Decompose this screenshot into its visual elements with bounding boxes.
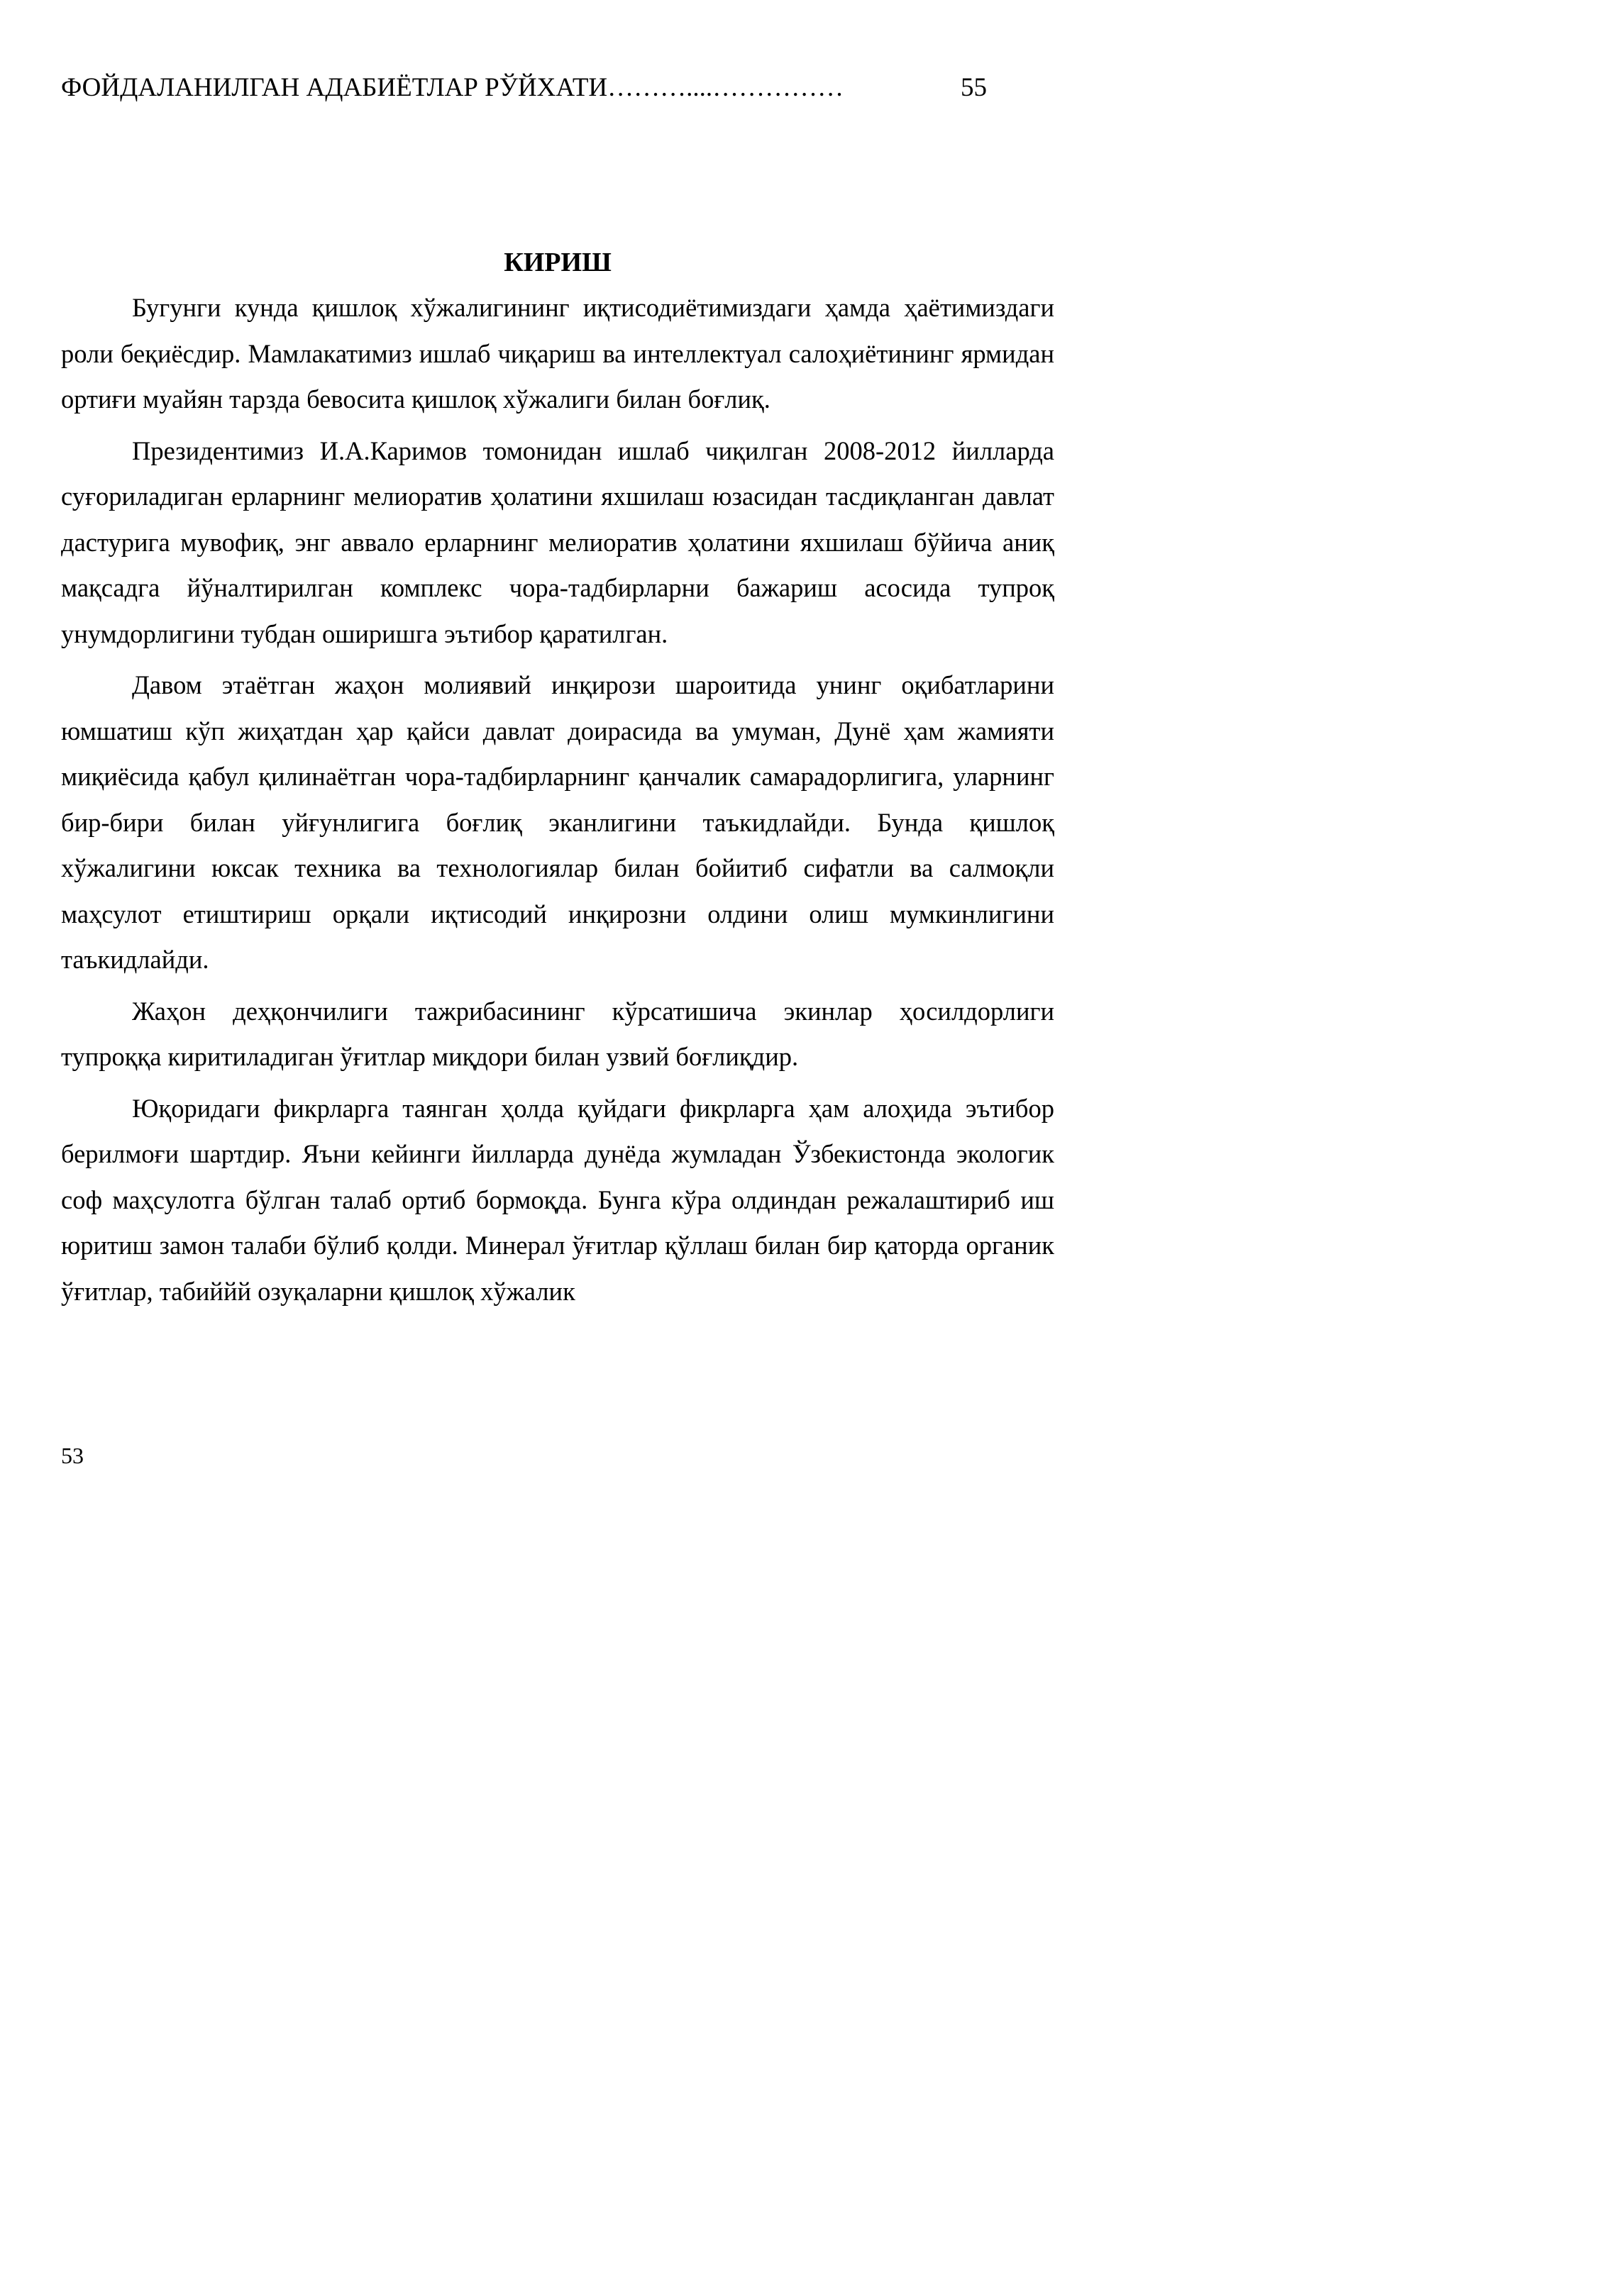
paragraph: Давом этаётган жаҳон молиявий инқирози шароитида унинг оқибатларини юмшатиш кўп жиҳатдан ҳар қайси давлат доирасида ва умуман, Дунё ҳам жамияти миқиёсида қабул қилинаётган чора-тадбирларнинг қанчалик самарадорлигига, уларнинг бир-бири билан уйғунлигига боғлиқ эканлигини таъкидлайди. Бунда қишлоқ хўжалигини юксак техника ва технологиялар билан бойитиб сифатли ва салмоқли маҳсулот етиштириш орқали иқтисодий инқирозни олдини олиш мумкинлигини таъкидлайди. bbox=[61, 670, 1054, 974]
toc-entry bbox=[61, 70, 998, 106]
toc-entry-title: ФОЙДАЛАНИЛГАН АДАБИЁТЛАР РЎЙХАТИ………....…………… bbox=[61, 73, 844, 102]
page-number: 53 bbox=[61, 1443, 84, 1468]
toc-entry-page: 55 bbox=[961, 73, 987, 102]
paragraph: Бугунги кунда қишлоқ хўжалигининг иқтисодиётимиздаги ҳамда ҳаётимиздаги роли беқиёсдир. Мамлакатимиз ишлаб чиқариш ва интеллектуал салоҳиётининг ярмидан ортиғи муайян тарзда бевосита қишлоқ хўжалиги билан боғлиқ. bbox=[61, 293, 1054, 414]
section-heading: КИРИШ bbox=[504, 248, 612, 277]
paragraph: Жаҳон деҳқончилиги тажрибасининг кўрсатишича экинлар ҳосилдорлиги тупроққа киритиладиган ўғитлар миқдори билан узвий боғлиқдир. bbox=[61, 996, 1054, 1071]
paragraph: Президентимиз И.А.Каримов томонидан ишлаб чиқилган 2008-2012 йилларда суғориладиган ерларнинг мелиоратив ҳолатини яхшилаш юзасидан тасдиқланган давлат дастурига мувофиқ, энг аввало ерларнинг мелиоратив ҳолатини яхшилаш бўйича аниқ мақсадга йўналтирилган комплекс чора-тадбирларни бажариш асосида тупроқ унумдорлигини тубдан оширишга эътибор қаратилган. bbox=[61, 436, 1054, 648]
paragraph: Юқоридаги фикрларга таянган ҳолда қуйдаги фикрларга ҳам алоҳида эътибор берилмоғи шартдир. Яъни кейинги йилларда дунёда жумладан Ўзбекистонда экологик соф маҳсулотга бўлган талаб ортиб бормоқда. Бунга кўра олдиндан режалаштириб иш юритиш замон талаби бўлиб қолди. Минерал ўғитлар қўллаш билан бир қаторда органик ўғитлар, табиййй озуқаларни қишлоқ хўжалик bbox=[61, 1093, 1054, 1306]
section-body bbox=[61, 285, 1054, 1320]
